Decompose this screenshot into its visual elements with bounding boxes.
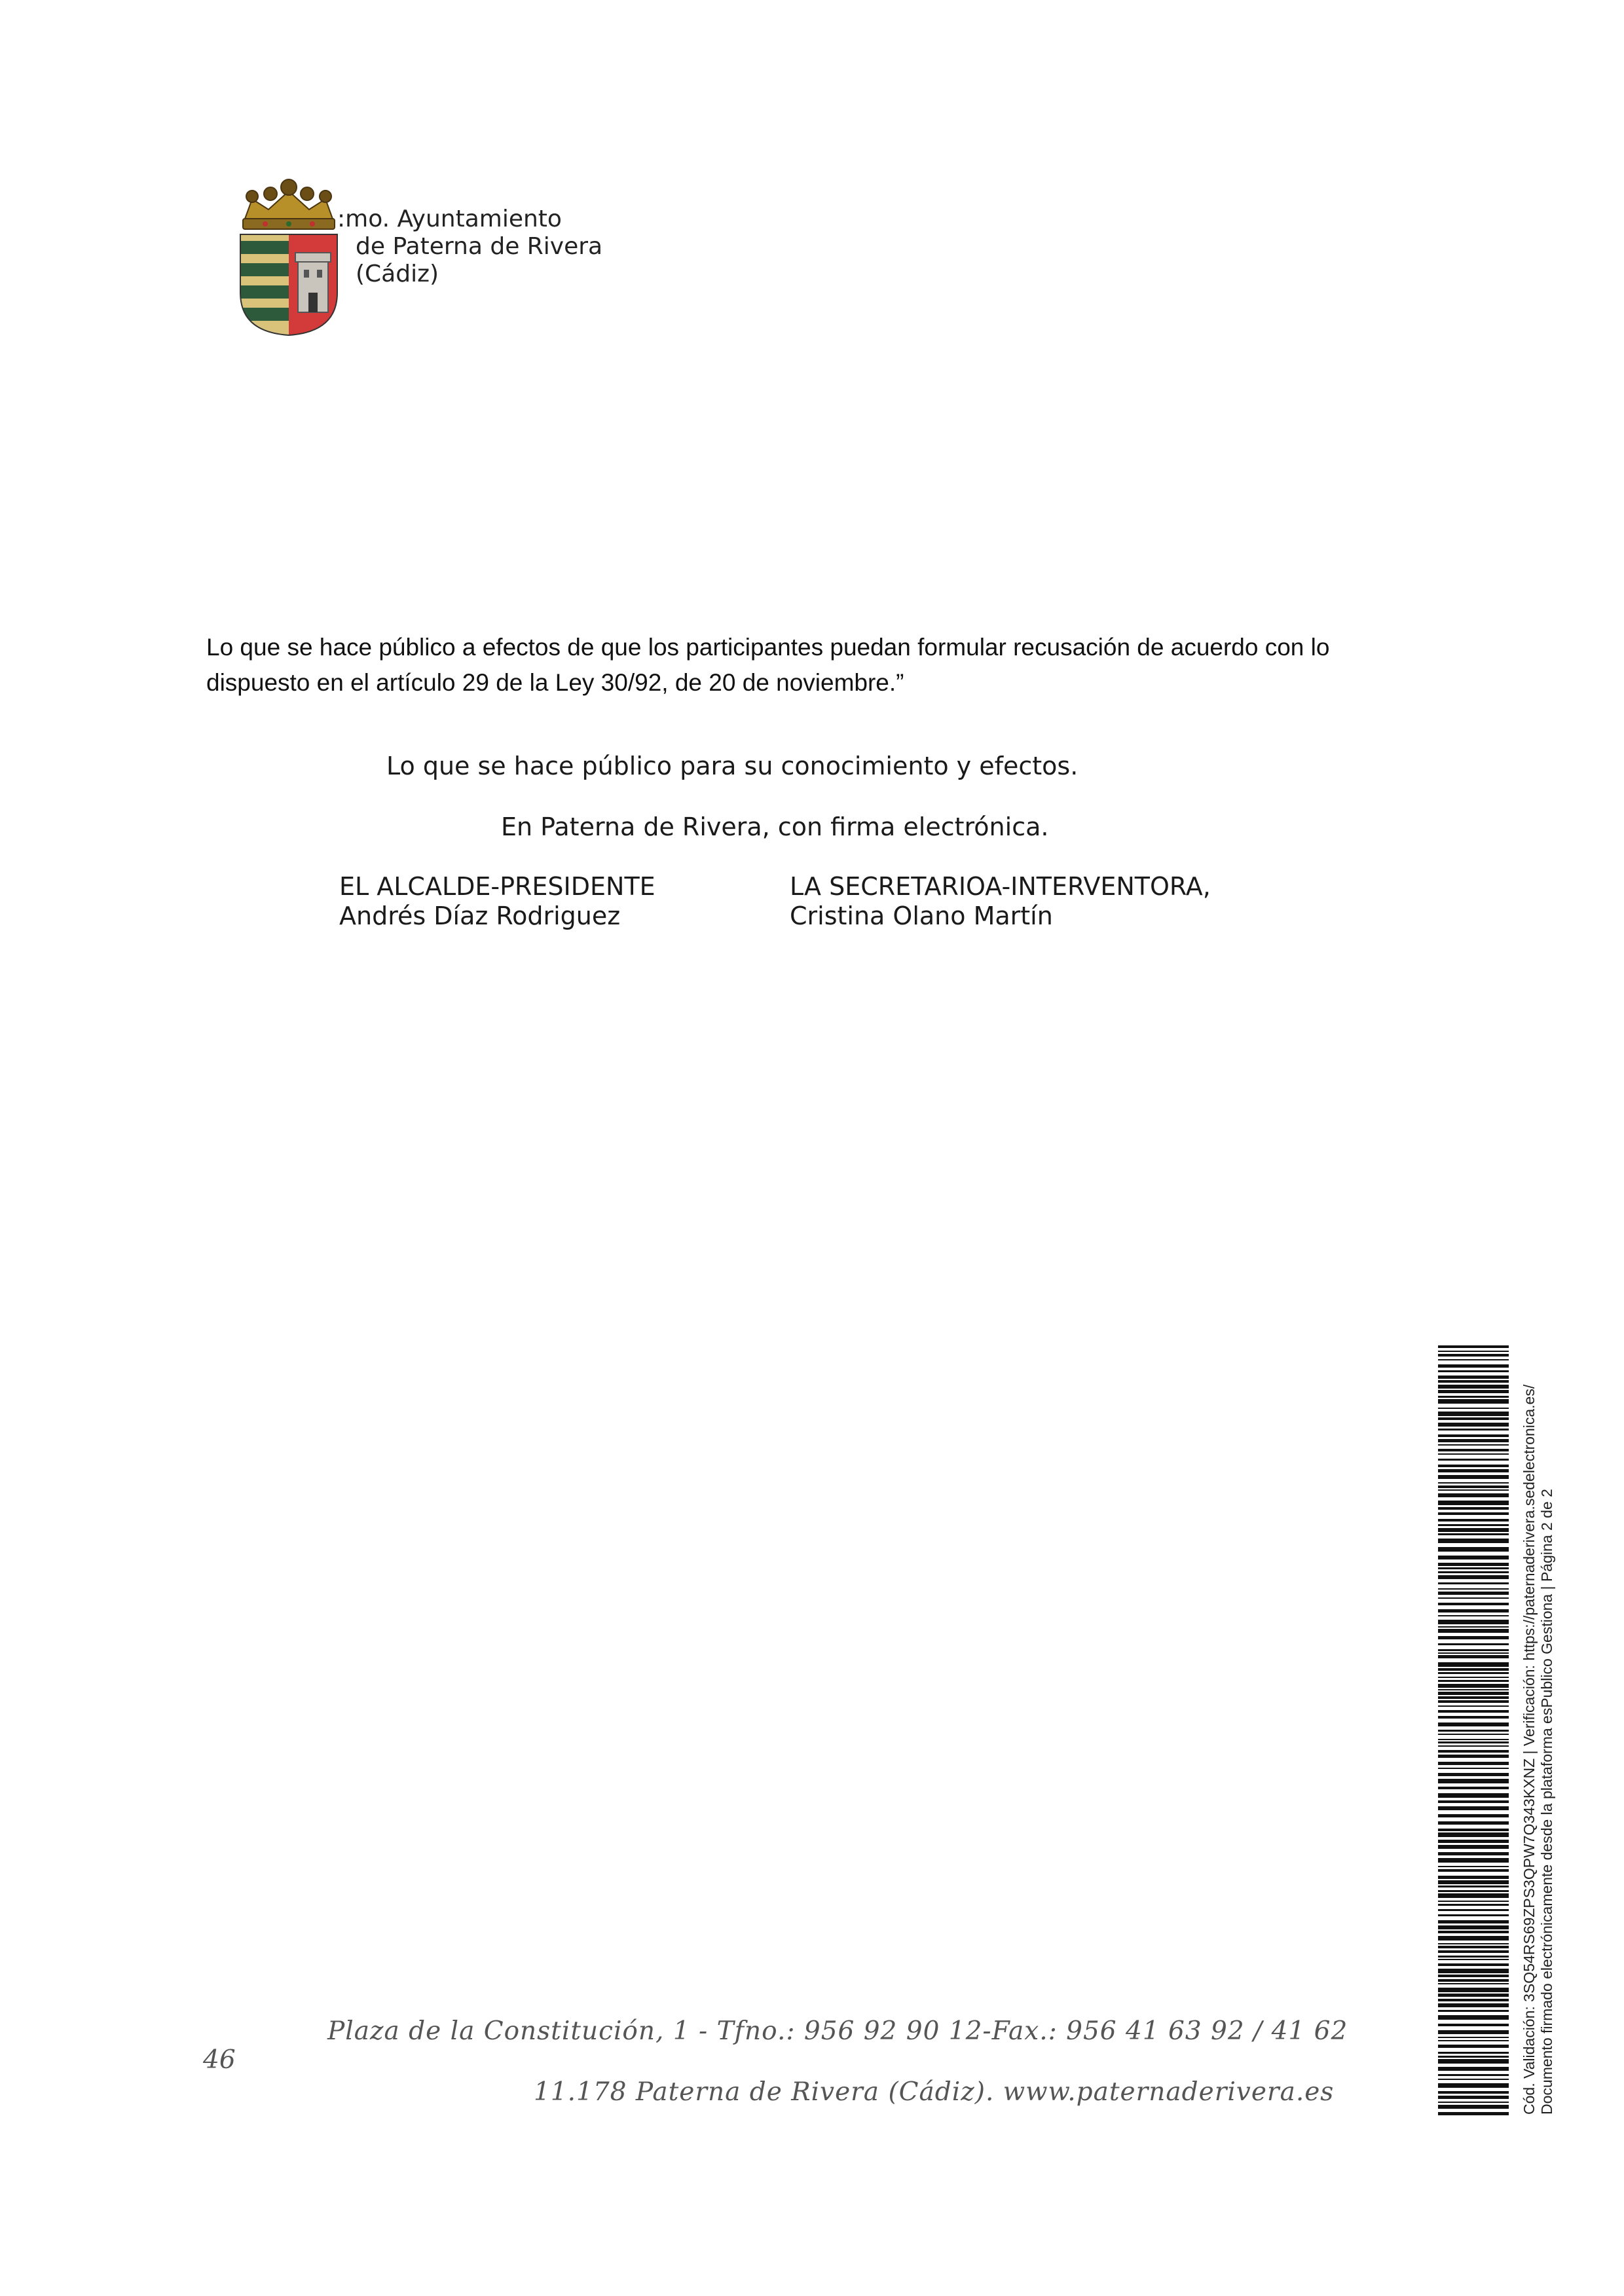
signature-name: Andrés Díaz Rodriguez [339,902,621,930]
body-paragraph: Lo que se hace público a efectos de que los participantes puedan formular recusación de acuerdo con lo dispuesto en el artículo 29 de la Ley 30/92, de 20 de noviembre.” [206,634,1330,696]
validation-side-text [1521,1385,1556,2115]
footer-address: Plaza de la Constitución, 1 - Tfno.: 956 92 90 12-Fax.: 956 41 63 92 / 41 62 [327,2016,1348,2046]
signature-block-mayor [339,872,655,931]
validation-barcode-icon [1438,1345,1509,2118]
municipal-coat-of-arms-icon [232,172,345,338]
letterhead [232,172,691,342]
organization-name-line-1: :mo. Ayuntamiento [337,206,562,232]
footer-website: 11.178 Paterna de Rivera (Cádiz). www.paternaderivera.es [534,2077,1335,2107]
organization-name-line-3: (Cádiz) [356,261,439,287]
signature-block-secretary [790,872,1211,931]
page-number: 46 [203,2045,236,2075]
organization-name-line-2: de Paterna de Rivera [356,233,603,260]
place-and-signature-line: En Paterna de Rivera, con firma electrónica. [501,812,1049,841]
signature-title: EL ALCALDE-PRESIDENTE [339,872,655,901]
validation-platform-line: Documento firmado electrónicamente desde la plataforma esPublico Gestiona | Página 2 de 2 [1538,1489,1555,2115]
closing-statement: Lo que se hace público para su conocimiento y efectos. [386,752,1079,780]
validation-code-line: Cód. Validación: 3SQ54RS69ZPS3QPW7Q343KXNZ | Verificación: https://paternaderivera.sedelectronica.es/ [1521,1384,1538,2115]
organization-name [337,206,602,288]
signature-title: LA SECRETARIOA-INTERVENTORA, [790,872,1211,901]
signature-name: Cristina Olano Martín [790,902,1053,930]
